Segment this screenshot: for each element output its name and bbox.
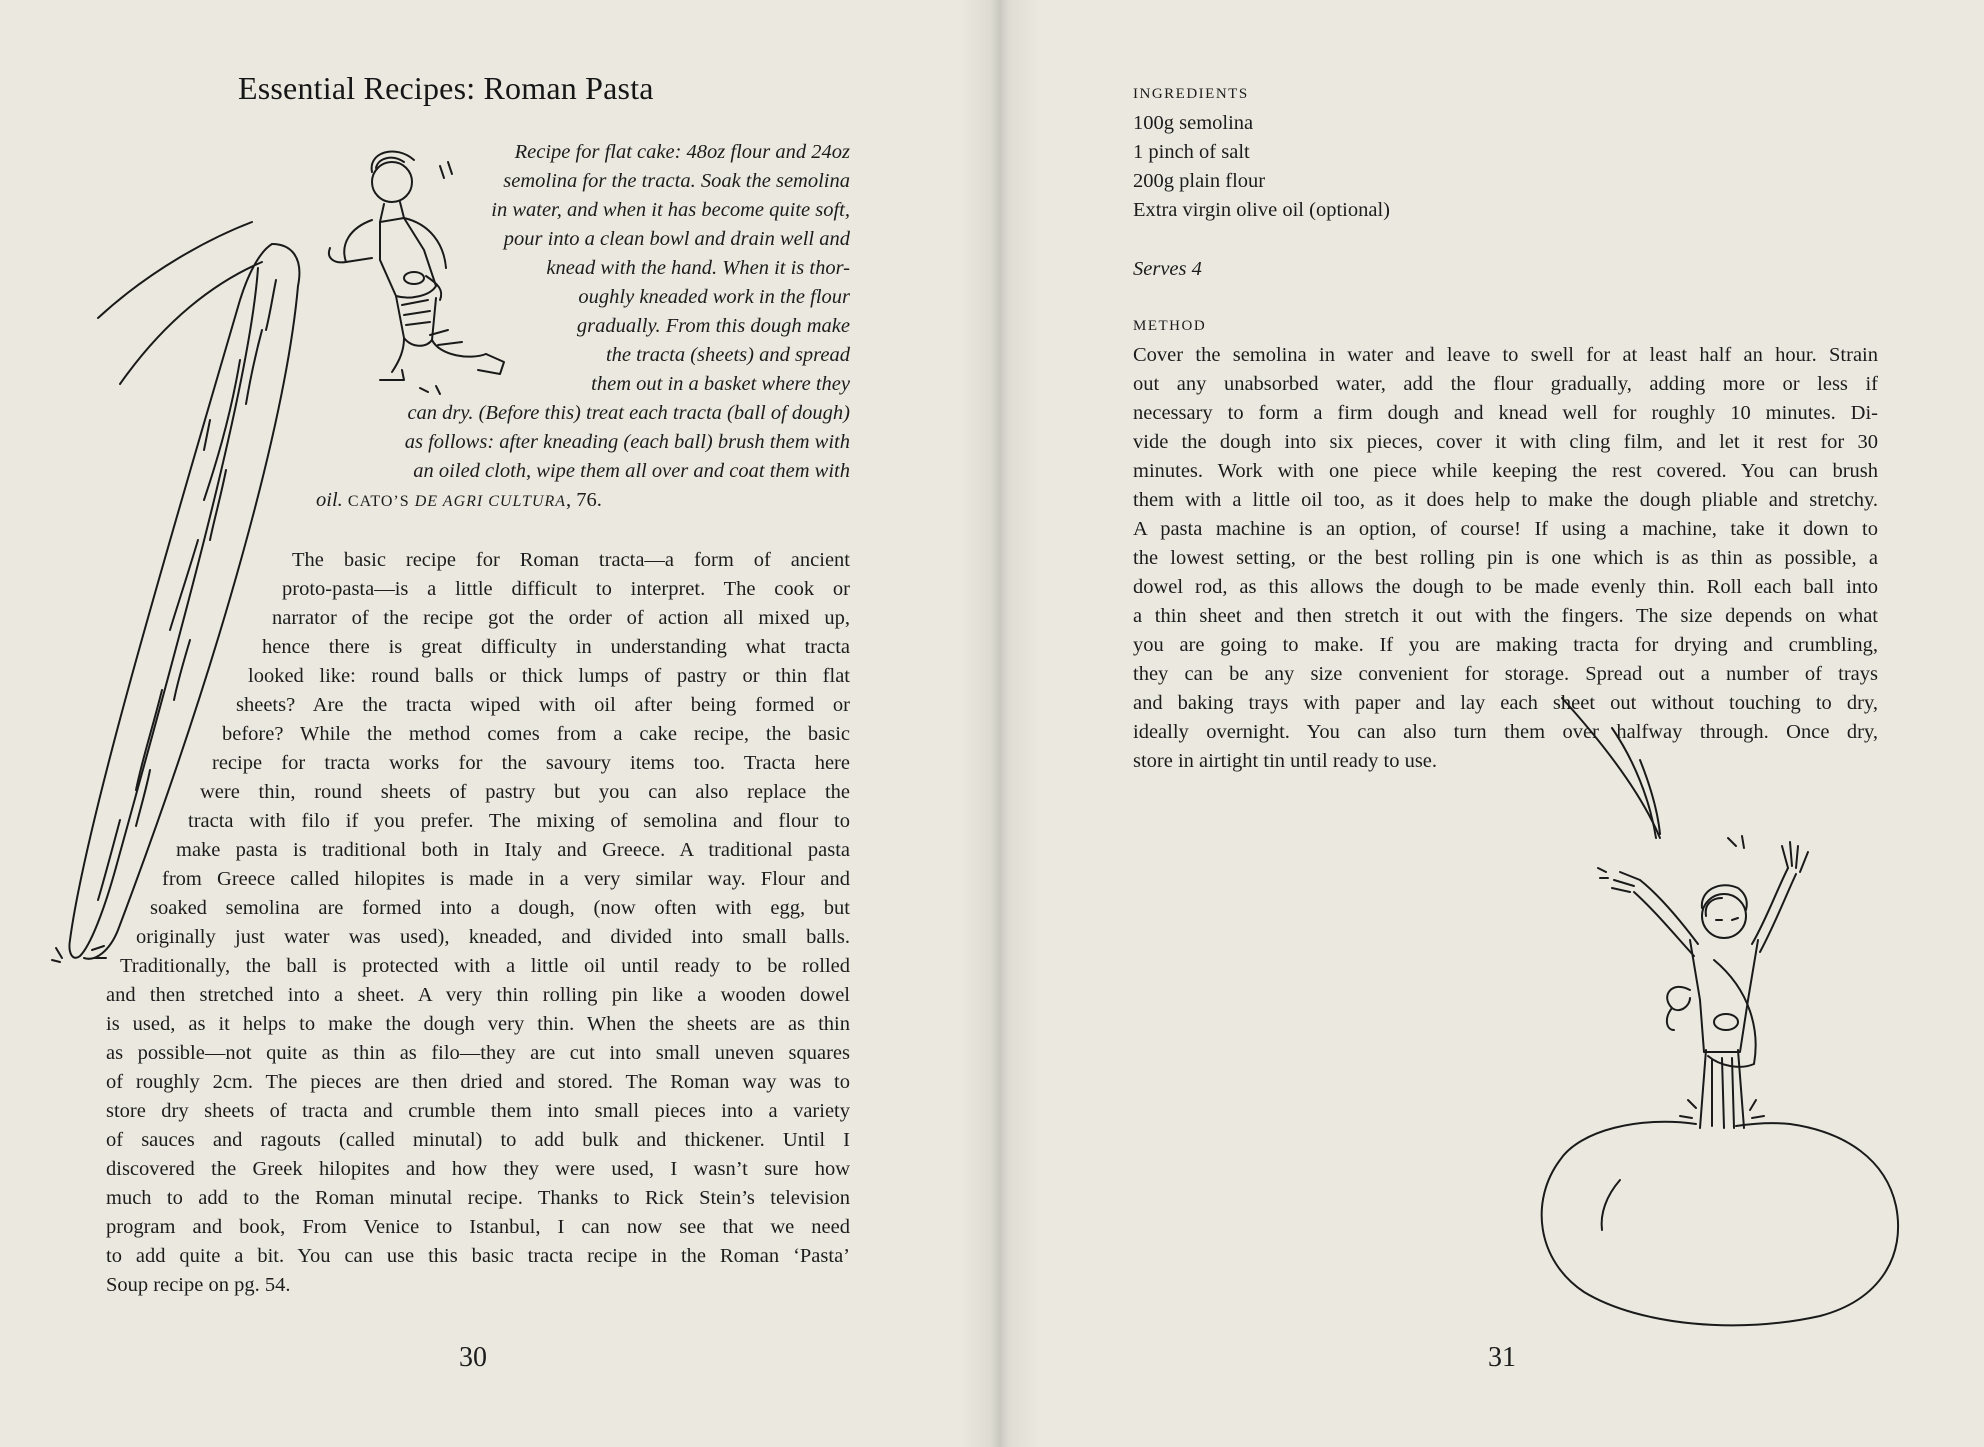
quote-last-text: oil.	[316, 489, 343, 511]
method-line: A pasta machine is an option, of course! If using a machine, take it down to	[1133, 518, 1878, 540]
method-heading: METHOD	[1133, 318, 1207, 334]
quote-line: Recipe for flat cake: 48oz flour and 24oz	[514, 141, 850, 163]
page-title: Essential Recipes: Roman Pasta	[238, 70, 654, 106]
method-line: you are going to make. If you are making tracta for drying and crumbling,	[1133, 634, 1878, 656]
body-line: is used, as it helps to make the dough very thin. When the sheets are as thin	[106, 1013, 850, 1035]
method-line: the lowest setting, or the best rolling pin is one which is as thin as possible, a	[1133, 547, 1878, 569]
method-line: store in airtight tin until ready to use.	[1133, 750, 1438, 772]
body-line: soaked semolina are formed into a dough, (now often with egg, but	[150, 897, 850, 919]
body-line: sheets? Are the tracta wiped with oil after being formed or	[236, 694, 850, 716]
body-line: to add quite a bit. You can use this basic tracta recipe in the Roman ‘Pasta’	[106, 1245, 850, 1267]
method-line: Cover the semolina in water and leave to swell for at least half an hour. Strain	[1133, 344, 1878, 366]
body-line: before? While the method comes from a cake recipe, the basic	[222, 723, 850, 745]
ingredients-heading: INGREDIENTS	[1133, 86, 1249, 102]
method-line: dowel rod, as this allows the dough to be made evenly thin. Roll each ball into	[1133, 576, 1878, 598]
serves-note: Serves 4	[1133, 258, 1202, 280]
quote-line: as follows: after kneading (each ball) brush them with	[404, 431, 850, 453]
quote-line: knead with the hand. When it is thor-	[546, 257, 850, 279]
method-line: they can be any size convenient for storage. Spread out a number of trays	[1133, 663, 1878, 685]
ingredient-item: 1 pinch of salt	[1133, 141, 1250, 163]
body-line: Soup recipe on pg. 54.	[106, 1274, 291, 1296]
quote-line: an oiled cloth, wipe them all over and coat them with	[413, 460, 850, 482]
ingredient-item: Extra virgin olive oil (optional)	[1133, 199, 1390, 221]
method-line: vide the dough into six pieces, cover it with cling film, and let it rest for 30	[1133, 431, 1878, 453]
body-line: and then stretched into a sheet. A very thin rolling pin like a wooden dowel	[106, 984, 850, 1006]
body-line: program and book, From Venice to Istanbul, I can now see that we need	[106, 1216, 850, 1238]
method-line: out any unabsorbed water, add the flour gradually, adding more or less if	[1133, 373, 1878, 395]
quote-line: in water, and when it has become quite soft,	[491, 199, 850, 221]
body-line: recipe for tracta works for the savoury items too. Tracta here	[212, 752, 850, 774]
quote-line: the tracta (sheets) and spread	[605, 344, 850, 366]
body-line: from Greece called hilopites is made in a very similar way. Flour and	[162, 868, 850, 890]
quote-line: semolina for the tracta. Soak the semolina	[503, 170, 850, 192]
body-line: tracta with filo if you prefer. The mixing of semolina and flour to	[188, 810, 850, 832]
ingredient-item: 200g plain flour	[1133, 170, 1266, 192]
quote-line: can dry. (Before this) treat each tracta (ball of dough)	[407, 402, 850, 424]
quote-line: oughly kneaded work in the flour	[578, 286, 850, 308]
body-line: discovered the Greek hilopites and how they were used, I wasn’t sure how	[106, 1158, 850, 1180]
page-number: 30	[459, 1342, 487, 1373]
body-line: of roughly 2cm. The pieces are then dried and stored. The Roman way was to	[106, 1071, 850, 1093]
body-line: make pasta is traditional both in Italy and Greece. A traditional pasta	[176, 839, 850, 861]
citation-ref: , 76.	[566, 489, 602, 511]
quote-line: pour into a clean bowl and drain well and	[503, 228, 850, 250]
method-line: them with a little oil too, as it does help to make the dough pliable and stretchy.	[1133, 489, 1878, 511]
method-line: minutes. Work with one piece while keeping the rest covered. You can brush	[1133, 460, 1878, 482]
body-line: were thin, round sheets of pastry but you can also replace the	[200, 781, 850, 803]
method-line: ideally overnight. You can also turn them over halfway through. Once dry,	[1133, 721, 1878, 743]
body-line: proto-pasta—is a little difficult to interpret. The cook or	[282, 578, 850, 600]
body-line: hence there is great difficulty in understanding what tracta	[262, 636, 850, 658]
body-line: The basic recipe for Roman tracta—a form of ancient	[292, 549, 850, 571]
body-line: looked like: round balls or thick lumps of pastry or thin flat	[248, 665, 850, 687]
body-line: store dry sheets of tracta and crumble them into small pieces into a variety	[106, 1100, 850, 1122]
citation-author: CATO’S	[347, 493, 410, 510]
body-line: as possible—not quite as thin as filo—they are cut into small uneven squares	[106, 1042, 850, 1064]
body-line: of sauces and ragouts (called minutal) to add bulk and thickener. Until I	[106, 1129, 850, 1151]
citation-work: DE AGRI CULTURA	[414, 493, 567, 510]
method-line: a thin sheet and then stretch it out with the fingers. The size depends on what	[1133, 605, 1878, 627]
ingredient-item: 100g semolina	[1133, 112, 1254, 134]
quote-line: gradually. From this dough make	[576, 315, 850, 337]
quote-line: them out in a basket where they	[591, 373, 850, 395]
body-line: originally just water was used), kneaded, and divided into small balls.	[136, 926, 850, 948]
body-line: Traditionally, the ball is protected with a little oil until ready to be rolled	[120, 955, 850, 977]
body-line: narrator of the recipe got the order of action all mixed up,	[272, 607, 850, 629]
body-line: much to add to the Roman minutal recipe. Thanks to Rick Stein’s television	[106, 1187, 850, 1209]
page-number: 31	[1488, 1342, 1516, 1373]
method-line: necessary to form a firm dough and knead well for roughly 10 minutes. Di-	[1133, 402, 1878, 424]
method-line: and baking trays with paper and lay each sheet out without touching to dry,	[1133, 692, 1878, 714]
